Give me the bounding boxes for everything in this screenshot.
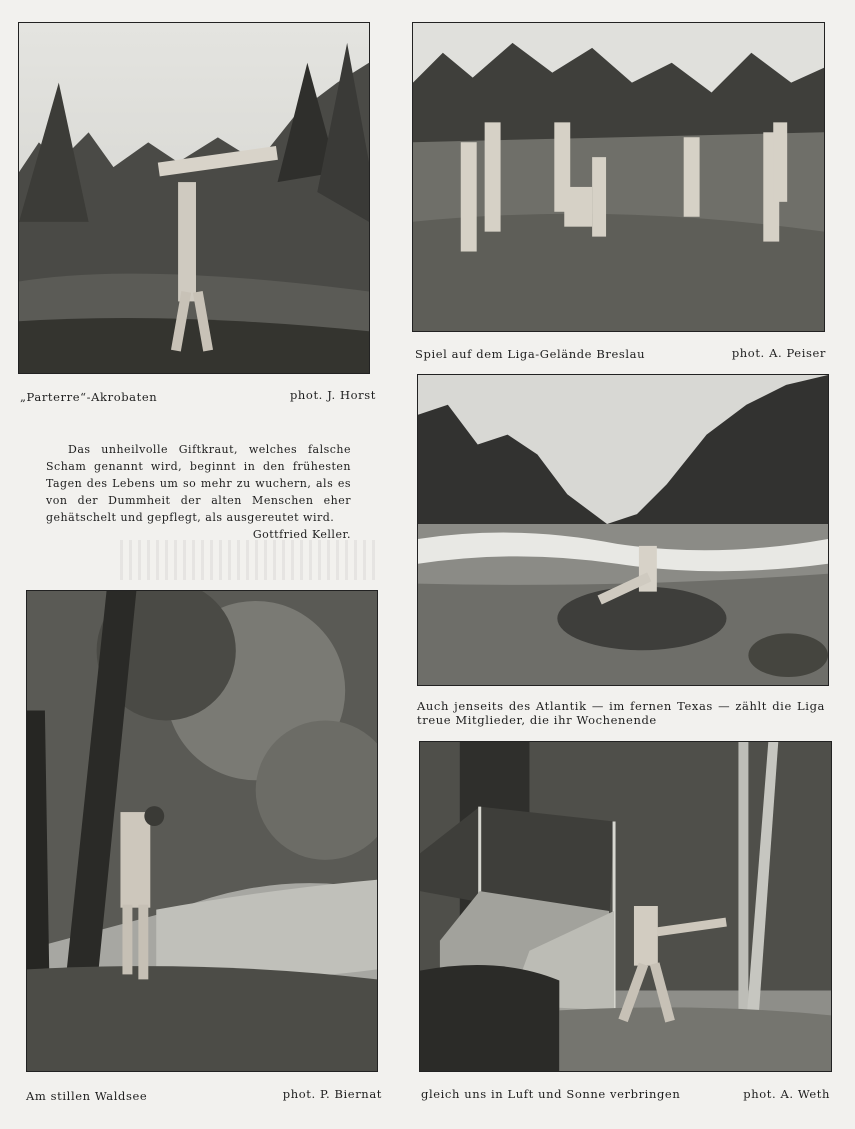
photo-forest-lake bbox=[26, 590, 378, 1072]
bleed-through-shadow bbox=[120, 540, 380, 580]
credit-tent-camp: phot. A. Weth bbox=[743, 1087, 830, 1101]
credit-meadow-game: phot. A. Peiser bbox=[731, 346, 826, 360]
caption-texas-river: Auch jenseits des Atlantik — im fernen Texas — zählt die Liga treue Mitglieder, die ihr Wochenende bbox=[417, 699, 825, 727]
caption-acrobats: „Parterre“-Akrobaten bbox=[20, 390, 158, 404]
credit-acrobats: phot. J. Horst bbox=[289, 388, 376, 402]
photo-acrobats bbox=[18, 22, 370, 374]
caption-meadow-game: Spiel auf dem Liga-Gelände Breslau bbox=[415, 347, 646, 361]
photo-meadow-game bbox=[412, 22, 825, 332]
caption-tent-camp: gleich uns in Luft und Sonne verbringen bbox=[421, 1087, 681, 1101]
quote-text: Das unheilvolle Giftkraut, welches falsche Scham genannt wird, beginnt in den frühesten Tagen des Lebens um so mehr zu wuchern, als es von der Dummheit der alten Menschen eher gehätschelt und gepflegt, als ausgereutet wird. bbox=[46, 443, 351, 524]
photo-texas-river bbox=[417, 374, 829, 686]
credit-forest-lake: phot. P. Biernat bbox=[282, 1087, 382, 1101]
photo-tent-camp bbox=[419, 741, 832, 1072]
quote-author: Gottfried Keller. bbox=[252, 528, 351, 541]
caption-forest-lake: Am stillen Waldsee bbox=[26, 1089, 148, 1103]
quote-block bbox=[46, 441, 351, 543]
